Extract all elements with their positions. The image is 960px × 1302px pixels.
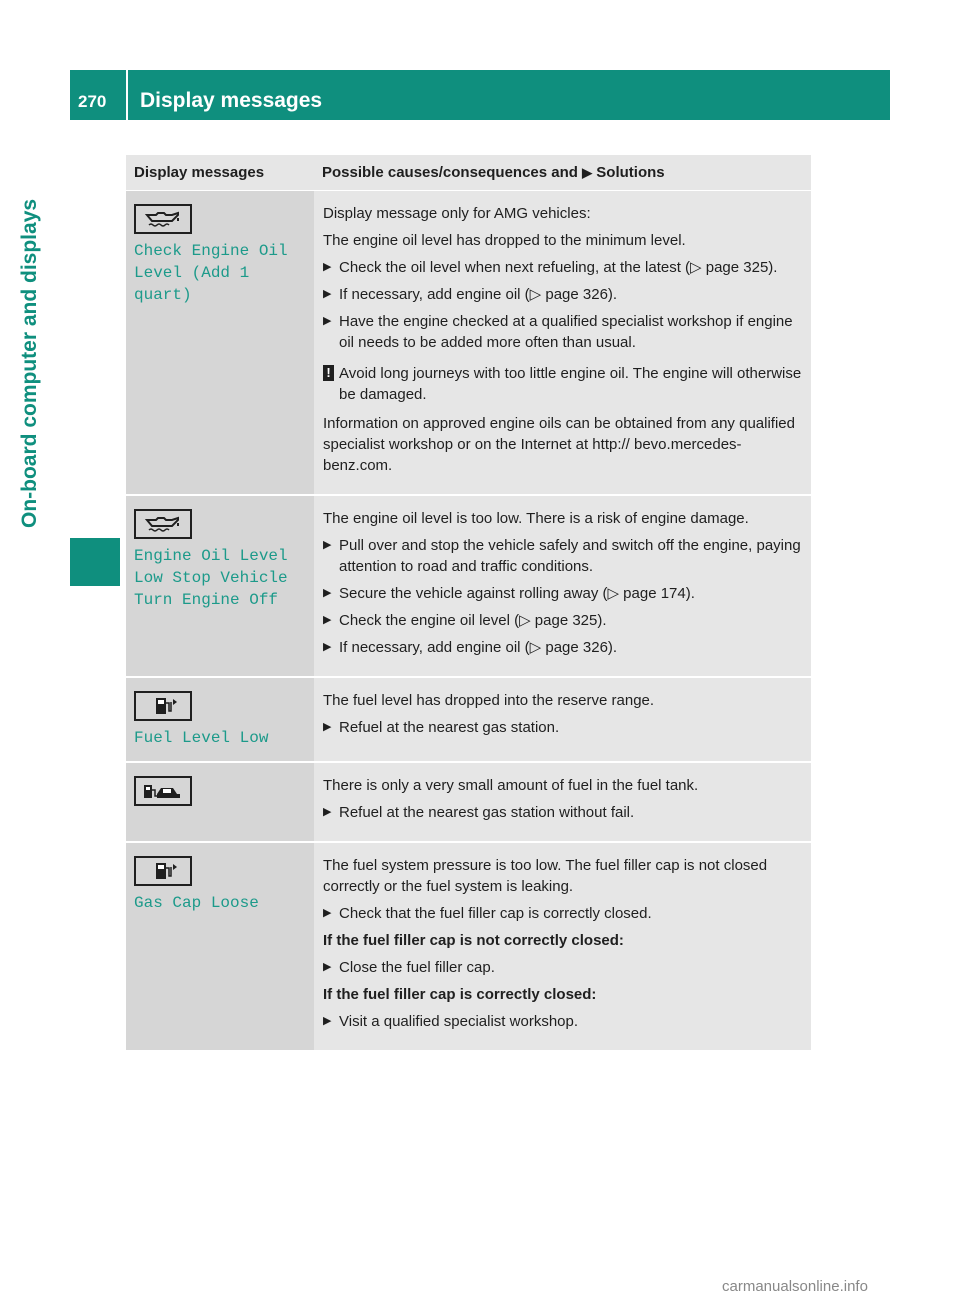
solution-cell xyxy=(314,191,811,496)
cause-text: Display message only for AMG vehicles: xyxy=(323,205,591,222)
cause-text: The engine oil level has dropped to the minimum level. xyxy=(323,232,686,249)
page-number: 270 xyxy=(78,92,107,111)
header-divider xyxy=(126,70,128,120)
message-cell xyxy=(126,842,314,1051)
arrow-icon: ▶ xyxy=(582,165,593,180)
solution-cell xyxy=(314,677,811,762)
display-message-text: Gas Cap Loose xyxy=(134,894,259,912)
side-tab-marker xyxy=(70,538,120,586)
fuel-car-icon xyxy=(134,776,192,806)
solution-cell xyxy=(314,762,811,842)
warning-icon: ! xyxy=(323,365,334,381)
table-row xyxy=(126,191,811,496)
warning-note xyxy=(323,363,803,405)
warning-text: Avoid long journeys with too little engine oil. The engine will otherwise be damaged. xyxy=(339,365,802,403)
solution-step: ▶ Refuel at the nearest gas station without fail. xyxy=(323,802,803,823)
solution-step: ▶ Have the engine checked at a qualified specialist workshop if engine oil needs to be added more often than usual. xyxy=(323,311,803,353)
solution-step: ▶ Check that the fuel filler cap is correctly closed. xyxy=(323,903,803,924)
table-header-row xyxy=(126,155,811,191)
solution-step: ▶ Close the fuel filler cap. xyxy=(323,957,803,978)
column-header-solutions xyxy=(314,155,811,191)
column-header-solutions-prefix: Possible causes/consequences and xyxy=(322,164,583,181)
solution-cell xyxy=(314,495,811,677)
display-message-text: Check Engine Oil Level (Add 1 quart) xyxy=(134,242,288,304)
side-tab-label: On-board computer and displays xyxy=(18,198,41,528)
table-row xyxy=(126,842,811,1051)
column-header-messages: Display messages xyxy=(126,155,314,191)
cause-text: The fuel level has dropped into the reserve range. xyxy=(323,692,655,709)
solution-step: ▶ If necessary, add engine oil (▷ page 326). xyxy=(323,284,803,305)
message-cell xyxy=(126,191,314,496)
table-row xyxy=(126,677,811,762)
table-row xyxy=(126,495,811,677)
cause-text: The engine oil level is too low. There is a risk of engine damage. xyxy=(323,510,749,527)
condition-heading: If the fuel filler cap is not correctly closed: xyxy=(323,932,624,949)
cause-text: There is only a very small amount of fuel in the fuel tank. xyxy=(323,777,699,794)
info-text: Information on approved engine oils can be obtained from any qualified specialist workshop or on the Internet at http:// bevo.mercedes-benz.com. xyxy=(323,415,795,474)
message-cell xyxy=(126,495,314,677)
display-messages-table xyxy=(126,155,811,1052)
solution-step: ▶ Visit a qualified specialist workshop. xyxy=(323,1011,803,1032)
column-header-solutions-suffix: Solutions xyxy=(596,164,665,181)
solution-step: ▶ Refuel at the nearest gas station. xyxy=(323,717,803,738)
message-cell xyxy=(126,677,314,762)
table-row xyxy=(126,762,811,842)
solution-step: ▶ Secure the vehicle against rolling away (▷ page 174). xyxy=(323,583,803,604)
solution-step: ▶ Check the engine oil level (▷ page 325). xyxy=(323,610,803,631)
watermark: carmanualsonline.info xyxy=(722,1278,868,1295)
engine-oil-icon xyxy=(134,509,192,539)
message-cell xyxy=(126,762,314,842)
engine-oil-icon xyxy=(134,204,192,234)
display-message-text: Engine Oil Level Low Stop Vehicle Turn Engine Off xyxy=(134,547,288,609)
solution-step: ▶ Check the oil level when next refueling, at the latest (▷ page 325). xyxy=(323,257,803,278)
display-message-text: Fuel Level Low xyxy=(134,729,269,747)
solution-cell xyxy=(314,842,811,1051)
fuel-pump-icon xyxy=(134,856,192,886)
page-title: Display messages xyxy=(140,89,323,112)
fuel-pump-icon xyxy=(134,691,192,721)
cause-text: The fuel system pressure is too low. The fuel filler cap is not closed correctly or the fuel system is leaking. xyxy=(323,857,768,895)
solution-step: ▶ Pull over and stop the vehicle safely and switch off the engine, paying attention to road and traffic conditions. xyxy=(323,535,803,577)
condition-heading: If the fuel filler cap is correctly closed: xyxy=(323,986,597,1003)
solution-step: ▶ If necessary, add engine oil (▷ page 326). xyxy=(323,637,803,658)
